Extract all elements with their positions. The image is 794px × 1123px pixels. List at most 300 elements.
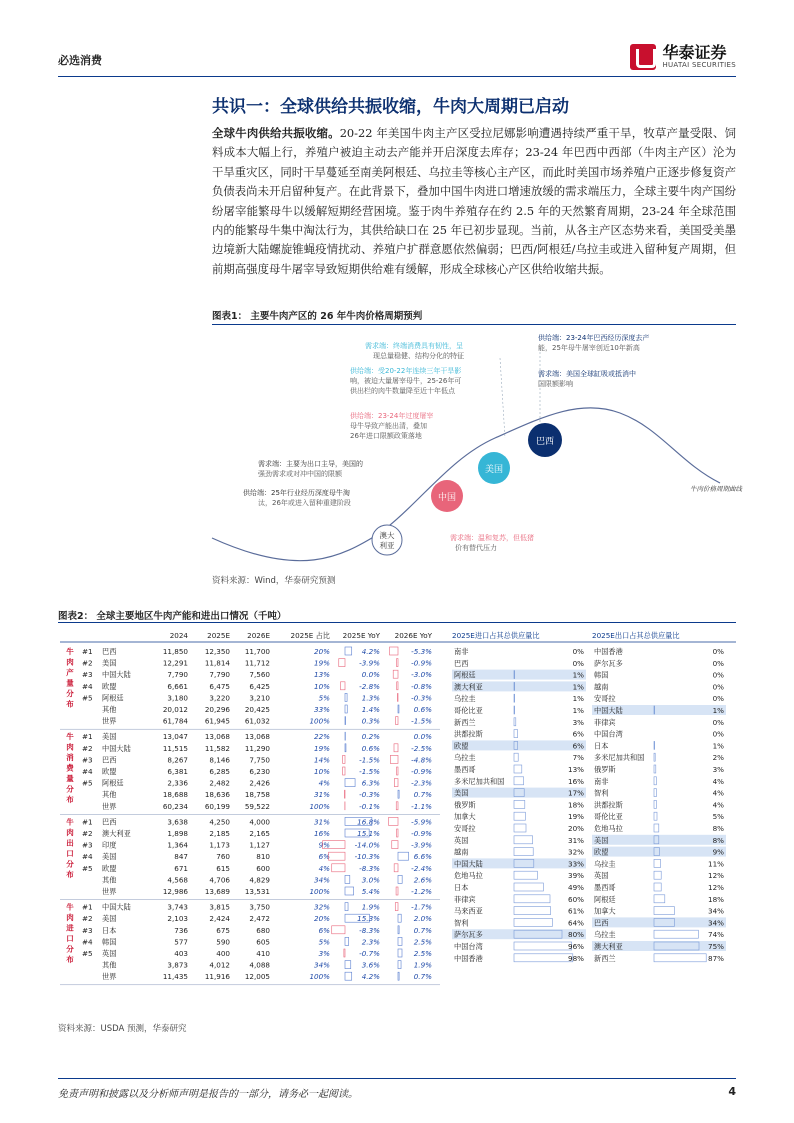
note-a4b: 强劲需求或对冲中国的限额 bbox=[258, 470, 342, 478]
region: 中国大陆 bbox=[102, 670, 131, 680]
ratio-bar bbox=[654, 753, 655, 761]
ratio-bar bbox=[654, 930, 698, 938]
table-cell: 671 bbox=[174, 863, 188, 873]
ratio-bar bbox=[654, 824, 659, 832]
table-cell: 2,426 bbox=[249, 778, 270, 788]
yoy-bar bbox=[390, 647, 398, 655]
table-cell: 3,638 bbox=[167, 817, 188, 827]
share-cell: 5% bbox=[318, 693, 330, 703]
rank: #4 bbox=[82, 767, 93, 776]
node-australia-label: 澳大 bbox=[379, 531, 395, 540]
yoy-bar bbox=[339, 659, 345, 667]
highlight-row bbox=[592, 847, 726, 857]
table-cell: 3,180 bbox=[167, 693, 188, 703]
yoy-bar bbox=[345, 779, 355, 787]
yoy-cell: -0.1% bbox=[359, 801, 380, 811]
paragraph-lead: 全球牛肉供给共振收缩。 bbox=[212, 126, 340, 140]
region: 巴西 bbox=[102, 817, 117, 827]
table-cell: 59,522 bbox=[244, 801, 270, 811]
yoy-cell: -4.8% bbox=[411, 755, 432, 765]
yoy-cell: 1.3% bbox=[361, 693, 380, 703]
note-a2b: 响，被迫大量屠宰母牛，25-26年可 bbox=[350, 377, 462, 385]
ratio-region: 日本 bbox=[594, 741, 609, 751]
ratio-region: 巴西 bbox=[454, 658, 469, 668]
ratio-bar bbox=[654, 954, 706, 962]
table-cell: 2,103 bbox=[167, 914, 188, 924]
table-cell: 680 bbox=[256, 925, 270, 935]
yoy-cell: 2.5% bbox=[413, 937, 432, 947]
yoy-bar bbox=[398, 875, 402, 883]
ratio-value: 34% bbox=[708, 918, 724, 928]
ratio-region: 乌拉圭 bbox=[454, 694, 476, 704]
ratio-region: 英国 bbox=[594, 871, 609, 881]
note-a4: 需求端：主要为出口主导，美国的 bbox=[258, 460, 363, 468]
yoy-cell: -3.0% bbox=[411, 670, 432, 680]
yoy-bar bbox=[345, 875, 350, 883]
right-header: 2025E进口占其总供应量比 bbox=[452, 631, 540, 640]
ratio-value: 4% bbox=[712, 788, 724, 798]
yoy-bar bbox=[390, 755, 398, 763]
ratio-bar bbox=[514, 682, 515, 690]
group-label-char: 肉 bbox=[66, 827, 74, 837]
region: 巴西 bbox=[102, 755, 117, 765]
table-cell: 2,424 bbox=[209, 914, 230, 924]
note-a2c: 供出栏的肉牛数量降至近十年低点 bbox=[350, 387, 455, 395]
ratio-region: 新西兰 bbox=[594, 953, 616, 963]
group-label-char: 口 bbox=[66, 848, 74, 858]
table-cell: 13,068 bbox=[244, 732, 270, 742]
table-header: 2025E bbox=[207, 631, 230, 640]
region: 美国 bbox=[102, 658, 117, 668]
yoy-cell: 0.6% bbox=[361, 743, 380, 753]
ratio-value: 8% bbox=[712, 835, 724, 845]
yoy-bar bbox=[345, 744, 346, 752]
ratio-region: 多米尼加共和国 bbox=[594, 753, 645, 763]
rank: #5 bbox=[82, 693, 93, 703]
ratio-value: 60% bbox=[568, 894, 584, 904]
yoy-cell: -10.3% bbox=[354, 852, 380, 862]
region: 印度 bbox=[102, 840, 117, 850]
yoy-cell: 3.6% bbox=[361, 960, 380, 970]
table-cell: 7,790 bbox=[167, 670, 188, 680]
ratio-region: 澳大利亚 bbox=[454, 682, 483, 692]
yoy-bar bbox=[389, 817, 398, 825]
table-cell: 11,515 bbox=[162, 743, 188, 753]
yoy-cell: -8.3% bbox=[359, 863, 380, 873]
table-cell: 11,850 bbox=[162, 647, 188, 656]
ratio-value: 6% bbox=[572, 729, 584, 739]
ratio-region: 菲律宾 bbox=[454, 894, 476, 904]
table-cell: 605 bbox=[256, 937, 270, 947]
footer-disclaimer: 免责声明和披露以及分析师声明是报告的一部分，请务必一起阅读。 bbox=[58, 1089, 358, 1100]
yoy-cell: 3.0% bbox=[361, 875, 380, 885]
table-cell: 2,472 bbox=[249, 914, 270, 924]
yoy-bar bbox=[343, 755, 345, 763]
region: 巴西 bbox=[102, 647, 117, 656]
ratio-bar bbox=[654, 789, 656, 797]
page-number: 4 bbox=[728, 1085, 736, 1098]
ratio-value: 0% bbox=[712, 682, 724, 692]
group-label-char: 牛 bbox=[66, 732, 74, 742]
ratio-value: 31% bbox=[568, 835, 584, 845]
curve-label: 牛肉价格周期曲线 bbox=[690, 485, 742, 493]
yoy-bar bbox=[345, 903, 348, 911]
yoy-bar bbox=[398, 852, 409, 860]
yoy-bar bbox=[396, 717, 398, 725]
table-cell: 8,146 bbox=[209, 755, 230, 765]
table-cell: 400 bbox=[216, 949, 230, 958]
yoy-cell: 6.6% bbox=[413, 852, 432, 862]
note-b1: 供给端：23-24年巴西经历深度去产 bbox=[538, 334, 650, 342]
ratio-region: 马来西亚 bbox=[454, 906, 483, 916]
ratio-bar bbox=[654, 812, 657, 820]
ratio-value: 11% bbox=[708, 859, 724, 869]
yoy-bar bbox=[398, 790, 399, 798]
share-cell: 16% bbox=[314, 829, 330, 838]
table-cell: 1,898 bbox=[167, 829, 188, 838]
share-cell: 19% bbox=[314, 743, 330, 753]
huatai-logo-icon bbox=[630, 44, 656, 70]
ratio-value: 1% bbox=[572, 682, 584, 692]
table-cell: 11,916 bbox=[204, 972, 230, 982]
table-cell: 61,945 bbox=[204, 716, 230, 726]
yoy-cell: 5.4% bbox=[361, 887, 380, 896]
share-cell: 34% bbox=[314, 960, 330, 970]
yoy-cell: 6.3% bbox=[361, 778, 380, 788]
table-cell: 13,047 bbox=[162, 732, 188, 742]
group-label-char: 进 bbox=[66, 923, 74, 933]
yoy-bar bbox=[392, 841, 398, 849]
yoy-cell: -0.9% bbox=[411, 767, 432, 776]
rank: #4 bbox=[82, 681, 93, 691]
yoy-cell: -1.2% bbox=[411, 887, 432, 896]
ratio-region: 阿根廷 bbox=[594, 894, 616, 904]
region: 其他 bbox=[102, 875, 117, 885]
yoy-bar bbox=[397, 682, 398, 690]
table-header: 2024 bbox=[169, 631, 188, 640]
yoy-bar bbox=[398, 949, 402, 957]
yoy-cell: -2.5% bbox=[411, 743, 432, 753]
ratio-region: 俄罗斯 bbox=[454, 800, 476, 810]
yoy-cell: 4.2% bbox=[361, 972, 380, 982]
group-label-char: 牛 bbox=[66, 647, 74, 656]
yoy-cell: -0.7% bbox=[359, 949, 380, 958]
highlight-row bbox=[452, 788, 586, 798]
region: 美国 bbox=[102, 914, 117, 924]
note-b2: 需求端：美国全球缸吸或抵消中 bbox=[538, 370, 636, 378]
ratio-value: 0% bbox=[712, 694, 724, 704]
table-cell: 6,381 bbox=[167, 767, 188, 776]
table-cell: 4,829 bbox=[249, 875, 270, 885]
ratio-bar bbox=[514, 824, 526, 832]
yoy-bar bbox=[397, 829, 398, 837]
ratio-bar bbox=[514, 907, 551, 915]
yoy-cell: 4.2% bbox=[361, 647, 380, 656]
ratio-value: 18% bbox=[708, 894, 724, 904]
table-cell: 615 bbox=[216, 863, 230, 873]
group-label-char: 肉 bbox=[66, 742, 74, 752]
ratio-region: 中国大陆 bbox=[454, 859, 483, 869]
yoy-bar bbox=[395, 903, 398, 911]
yoy-cell: 1.4% bbox=[361, 705, 380, 714]
rank: #3 bbox=[82, 840, 93, 850]
ratio-bar bbox=[514, 800, 525, 808]
ratio-bar bbox=[654, 765, 656, 773]
yoy-cell: 2.0% bbox=[413, 914, 432, 924]
yoy-bar bbox=[345, 705, 347, 713]
yoy-cell: 0.6% bbox=[413, 705, 432, 714]
region: 欧盟 bbox=[102, 767, 117, 776]
ratio-region: 美国 bbox=[594, 835, 609, 845]
table-cell: 60,199 bbox=[204, 801, 230, 811]
table-cell: 12,350 bbox=[204, 647, 230, 656]
table-cell: 590 bbox=[216, 937, 230, 947]
ratio-value: 1% bbox=[572, 694, 584, 704]
ratio-value: 74% bbox=[708, 930, 724, 940]
share-cell: 32% bbox=[314, 902, 330, 912]
ratio-region: 巴西 bbox=[594, 918, 609, 928]
rank: #1 bbox=[82, 817, 93, 827]
rank: #1 bbox=[82, 902, 93, 912]
region: 中国大陆 bbox=[102, 743, 131, 753]
note-a3c: 26年进口限额政策落地 bbox=[350, 432, 422, 440]
yoy-bar bbox=[345, 693, 347, 701]
figure2-divider bbox=[58, 622, 736, 623]
yoy-cell: -1.7% bbox=[411, 902, 432, 912]
node-australia bbox=[372, 525, 402, 555]
table-cell: 760 bbox=[216, 852, 230, 862]
share-cell: 10% bbox=[314, 767, 330, 776]
share-cell: 14% bbox=[314, 755, 330, 765]
ratio-value: 8% bbox=[712, 824, 724, 833]
region: 世界 bbox=[102, 972, 117, 982]
table-cell: 4,088 bbox=[249, 960, 270, 970]
group-label-char: 布 bbox=[66, 869, 74, 879]
group-label-char: 肉 bbox=[66, 657, 74, 667]
ratio-region: 中国台湾 bbox=[454, 942, 483, 951]
yoy-cell: 1.9% bbox=[413, 960, 432, 970]
rank: #3 bbox=[82, 925, 93, 935]
share-cell: 34% bbox=[314, 875, 330, 885]
ratio-region: 中国大陆 bbox=[594, 706, 623, 715]
table-cell: 11,290 bbox=[244, 743, 270, 753]
yoy-bar bbox=[394, 864, 398, 872]
ratio-region: 乌拉圭 bbox=[454, 753, 476, 763]
ratio-bar bbox=[514, 777, 524, 785]
ratio-region: 南非 bbox=[454, 647, 469, 656]
share-cell: 100% bbox=[309, 887, 330, 896]
ratio-region: 澳大利亚 bbox=[594, 942, 623, 951]
ratio-region: 乌拉圭 bbox=[594, 930, 616, 940]
table-cell: 2,165 bbox=[249, 829, 270, 838]
share-cell: 31% bbox=[314, 817, 330, 827]
note-a5b: 汰，26年或进入留种重建阶段 bbox=[258, 499, 351, 507]
node-brazil-label: 巴西 bbox=[535, 437, 555, 447]
yoy-bar bbox=[396, 887, 398, 895]
yoy-bar bbox=[397, 659, 398, 667]
ratio-value: 1% bbox=[572, 706, 584, 715]
ratio-value: 5% bbox=[712, 812, 724, 822]
highlight-row bbox=[452, 740, 586, 750]
ratio-value: 39% bbox=[568, 871, 584, 881]
table-cell: 3,743 bbox=[167, 902, 188, 912]
ratio-region: 新西兰 bbox=[454, 717, 476, 727]
ratio-region: 萨尔瓦多 bbox=[594, 658, 623, 668]
yoy-cell: 0.3% bbox=[361, 716, 380, 726]
node-china-label: 中国 bbox=[437, 493, 457, 503]
ratio-value: 20% bbox=[568, 824, 584, 833]
figure1-source: 资料来源：Wind，华泰研究预测 bbox=[212, 576, 336, 586]
ratio-value: 80% bbox=[568, 930, 584, 940]
ratio-region: 墨西哥 bbox=[594, 883, 616, 892]
share-cell: 4% bbox=[318, 778, 330, 788]
table-cell: 6,475 bbox=[209, 681, 230, 691]
ratio-bar bbox=[654, 907, 674, 915]
yoy-bar bbox=[345, 961, 351, 969]
share-cell: 20% bbox=[314, 914, 330, 924]
group-label-char: 口 bbox=[66, 934, 74, 944]
ratio-region: 越南 bbox=[594, 682, 609, 692]
group-label-char: 出 bbox=[66, 838, 74, 848]
ratio-region: 多米尼加共和国 bbox=[454, 776, 505, 786]
ratio-region: 洪都拉斯 bbox=[594, 800, 623, 810]
group-label-char: 布 bbox=[66, 955, 74, 965]
table-cell: 3,873 bbox=[167, 960, 188, 970]
share-cell: 6% bbox=[318, 852, 330, 862]
table-header: 2025E 占比 bbox=[290, 631, 330, 640]
svg-text:利亚: 利亚 bbox=[379, 541, 395, 550]
ratio-value: 2% bbox=[712, 753, 724, 763]
table-cell: 20,012 bbox=[162, 705, 188, 714]
table-cell: 403 bbox=[174, 949, 188, 958]
yoy-bar bbox=[398, 961, 401, 969]
ratio-value: 34% bbox=[708, 906, 724, 916]
group-label-char: 分 bbox=[66, 859, 74, 869]
body-paragraph bbox=[212, 124, 736, 279]
table-cell: 6,425 bbox=[249, 681, 270, 691]
ratio-region: 欧盟 bbox=[594, 847, 609, 857]
ratio-value: 0% bbox=[712, 658, 724, 668]
ratio-value: 18% bbox=[568, 800, 584, 810]
ratio-bar bbox=[514, 942, 572, 950]
group-label-char: 布 bbox=[66, 795, 74, 805]
ratio-value: 0% bbox=[712, 670, 724, 680]
region: 其他 bbox=[102, 960, 117, 970]
yoy-bar bbox=[398, 914, 401, 922]
price-cycle-diagram bbox=[0, 328, 794, 588]
ratio-bar bbox=[654, 800, 656, 808]
table-cell: 11,814 bbox=[204, 658, 230, 668]
ratio-bar bbox=[514, 671, 515, 679]
table-cell: 736 bbox=[174, 925, 188, 935]
rank: #2 bbox=[82, 743, 93, 753]
share-cell: 20% bbox=[314, 647, 330, 656]
yoy-bar bbox=[393, 670, 398, 678]
table-cell: 810 bbox=[256, 852, 270, 862]
ratio-bar bbox=[654, 871, 661, 879]
table-cell: 3,210 bbox=[249, 693, 270, 703]
yoy-cell: -3.9% bbox=[359, 658, 380, 668]
ratio-region: 日本 bbox=[454, 883, 469, 892]
table-cell: 4,706 bbox=[209, 875, 230, 885]
ratio-value: 64% bbox=[568, 918, 584, 928]
ratio-region: 哥伦比亚 bbox=[594, 812, 623, 822]
table-cell: 18,688 bbox=[162, 790, 188, 800]
ratio-region: 加拿大 bbox=[454, 812, 476, 822]
ratio-region: 萨尔瓦多 bbox=[454, 930, 483, 940]
yoy-cell: -1.5% bbox=[359, 767, 380, 776]
table-cell: 18,636 bbox=[204, 790, 230, 800]
table-cell: 60,234 bbox=[162, 801, 188, 811]
yoy-bar bbox=[394, 744, 398, 752]
table-cell: 20,425 bbox=[244, 705, 270, 714]
ratio-region: 南非 bbox=[594, 776, 609, 786]
region: 美国 bbox=[102, 732, 117, 742]
table-cell: 11,435 bbox=[162, 972, 188, 982]
region: 中国大陆 bbox=[102, 902, 131, 912]
node-usa-label: 美国 bbox=[484, 465, 504, 475]
share-cell: 13% bbox=[314, 670, 330, 680]
ratio-value: 4% bbox=[712, 776, 724, 786]
ratio-value: 0% bbox=[712, 729, 724, 739]
group-label-char: 量 bbox=[66, 774, 74, 784]
table-cell: 8,267 bbox=[167, 755, 188, 765]
figure1-title: 图表1： 主要牛肉产区的 26 年牛肉价格周期预判 bbox=[212, 311, 423, 322]
group-label-char: 布 bbox=[66, 699, 74, 709]
table-cell: 675 bbox=[216, 925, 230, 935]
ratio-region: 智利 bbox=[454, 918, 469, 928]
table-cell: 61,032 bbox=[244, 716, 270, 726]
yoy-cell: -5.3% bbox=[411, 647, 432, 656]
table-cell: 410 bbox=[256, 949, 270, 958]
group-label-char: 分 bbox=[66, 944, 74, 954]
table-cell: 6,285 bbox=[209, 767, 230, 776]
note-b2b: 国限额影响 bbox=[538, 380, 573, 388]
table-cell: 13,689 bbox=[204, 887, 230, 896]
rank: #2 bbox=[82, 658, 93, 668]
table-cell: 3,815 bbox=[209, 902, 230, 912]
table-cell: 11,582 bbox=[204, 743, 230, 753]
region: 其他 bbox=[102, 705, 117, 714]
group-label-char: 分 bbox=[66, 784, 74, 794]
rank: #3 bbox=[82, 755, 93, 765]
ratio-bar bbox=[514, 718, 516, 726]
region: 澳大利亚 bbox=[102, 829, 131, 838]
yoy-cell: 0.2% bbox=[361, 732, 380, 742]
yoy-cell: -0.3% bbox=[359, 790, 380, 800]
brand-name: 华泰证券 bbox=[662, 43, 727, 62]
rank: #4 bbox=[82, 852, 93, 862]
node-china bbox=[431, 480, 463, 512]
note-a3: 供给端：23-24年过度屠宰 bbox=[350, 412, 434, 420]
table-cell: 600 bbox=[256, 863, 270, 873]
ratio-value: 7% bbox=[572, 753, 584, 763]
ratio-bar bbox=[514, 848, 533, 856]
group-label-char: 费 bbox=[66, 763, 74, 773]
ratio-bar bbox=[654, 883, 661, 891]
yoy-cell: -1.1% bbox=[411, 801, 432, 811]
ratio-region: 英国 bbox=[454, 835, 469, 845]
yoy-bar bbox=[332, 926, 345, 934]
group-label-char: 分 bbox=[66, 689, 74, 698]
ratio-region: 韩国 bbox=[594, 670, 609, 680]
table-cell: 7,750 bbox=[249, 755, 270, 765]
ratio-region: 智利 bbox=[594, 788, 609, 798]
note-a1: 需求端：终端消费具有韧性，呈 bbox=[365, 342, 463, 350]
figure2-source: 资料来源：USDA 预测，华泰研究 bbox=[58, 1024, 187, 1034]
ratio-bar bbox=[654, 777, 656, 785]
note-b3: 需求端：温和复苏，但低猪 bbox=[450, 534, 534, 542]
